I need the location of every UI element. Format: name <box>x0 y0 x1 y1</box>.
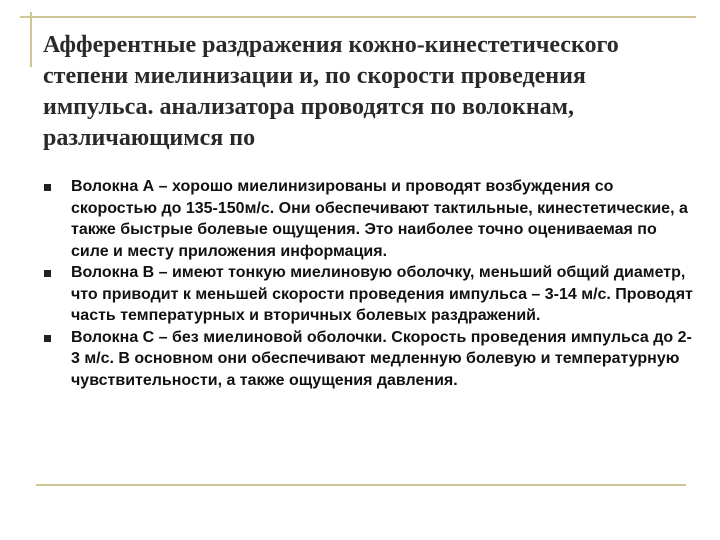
left-accent-line <box>30 12 32 67</box>
bullet-list <box>44 176 694 391</box>
slide-title: Афферентные раздражения кожно-кинестетического степени миелинизации и, по скорости проведения импульса. анализатора проводятся по волокнам, различающимся по <box>43 32 619 151</box>
bullet-item-fibers-b <box>44 262 694 327</box>
square-bullet-icon <box>44 335 51 342</box>
bullet-text: Волокна С – без миелиновой оболочки. Скорость проведения импульса до 2-3 м/с. В основном они обеспечивают медленную болевую и температурную чувствительности, а также ощущения давления. <box>71 328 692 389</box>
square-bullet-icon <box>44 184 51 191</box>
bottom-divider-line <box>36 484 686 486</box>
top-divider-line <box>20 16 696 18</box>
bullet-item-fibers-c <box>44 327 694 392</box>
bullet-text: Волокна В – имеют тонкую миелиновую оболочку, меньший общий диаметр, что приводит к меньшей скорости проведения импульса – 3-14 м/с. Проводят часть температурных и вторичных болевых раздражений. <box>71 264 693 324</box>
square-bullet-icon <box>44 270 51 277</box>
bullet-text: Волокна А – хорошо миелинизированы и проводят возбуждения со скоростью до 135-150м/с. Они обеспечивают тактильные, кинестетические, а также быстрые болевые ощущения. Это наиболее точно оцениваемая по силе и месту приложения информация. <box>71 178 688 260</box>
bullet-item-fibers-a <box>44 176 694 262</box>
